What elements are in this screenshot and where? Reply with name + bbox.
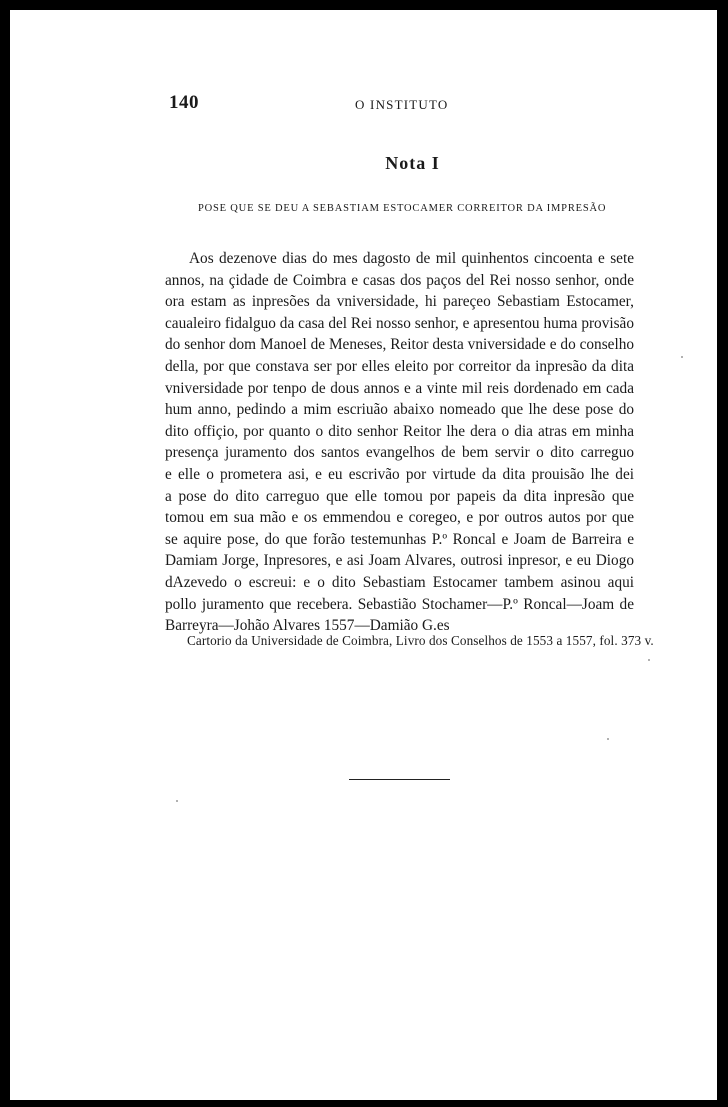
body-line: caualeiro fidalguo da casa del Rei nosso senhor, e apresentou huma provisão	[165, 314, 634, 332]
body-line: Damiam Jorge, Inpresores, e asi Joam Alvares, outrosi inpresor, e eu Diogo	[165, 552, 634, 570]
scan-speck	[176, 800, 178, 802]
page-number: 140	[169, 92, 199, 113]
body-line: ora estam as inpresões da vniversidade, hi pareçeo Sebastiam Estocamer,	[165, 293, 634, 311]
body-line: hum anno, pedindo a mim escriuão abaixo nomeado que lhe dese pose do	[165, 401, 634, 419]
body-line: e elle o prometera asi, e eu escrivão por virtude da dita prouisão lhe dei	[165, 465, 634, 483]
scan-speck	[607, 738, 609, 740]
document-body	[165, 248, 634, 637]
page-header	[169, 92, 459, 116]
body-line: Aos dezenove dias do mes dagosto de mil quinhentos cincoenta e sete	[189, 250, 634, 267]
section-title: Nota I	[385, 153, 440, 173]
running-title: O INSTITUTO	[355, 97, 449, 112]
body-line: della, por que constava ser por elles eleito por correitor da inpresão da dita	[165, 357, 634, 375]
body-line: vniversidade por tenpo de dous annos e a vinte mil reis dordenado em cada	[165, 379, 634, 397]
source-citation: Cartorio da Universidade de Coimbra, Livro dos Conselhos de 1553 a 1557, fol. 373 v.	[187, 633, 654, 648]
horizontal-rule	[349, 779, 450, 780]
body-line: dito offiçio, por quanto o dito senhor Reitor lhe dera o dia atras em minha	[165, 422, 634, 440]
body-line: Barreyra—Johão Alvares 1557—Damião G.es	[165, 617, 450, 635]
body-line: tomou em sua mão e os emmendou e coregeo, e por outros autos por que	[165, 509, 634, 527]
body-line: se aquire pose, do que forão testemunhas P.º Roncal e Joam de Barreira e	[165, 530, 634, 548]
body-line: a pose do dito carreguo que elle tomou por papeis da dita inpresão que	[165, 487, 634, 505]
book-page	[10, 10, 717, 1100]
body-line: annos, na çidade de Coimbra e casas dos paços del Rei nosso senhor, onde	[165, 271, 634, 289]
body-line: pollo juramento que recebera. Sebastião Stochamer—P.º Roncal—Joam de	[165, 595, 634, 613]
body-line: presença juramento dos santos evangelhos de bem servir o dito carreguo	[165, 444, 634, 462]
body-line: do senhor dom Manoel de Meneses, Reitor desta vniversidade e do conselho	[165, 336, 634, 354]
scan-speck	[681, 356, 683, 358]
scan-speck	[648, 659, 650, 661]
body-line: dAzevedo o escreui: e o dito Sebastiam Estocamer tambem asinou aqui	[165, 573, 634, 591]
section-subtitle: POSE QUE SE DEU A SEBASTIAM ESTOCAMER CORREITOR DA IMPRESÃO	[198, 203, 607, 214]
